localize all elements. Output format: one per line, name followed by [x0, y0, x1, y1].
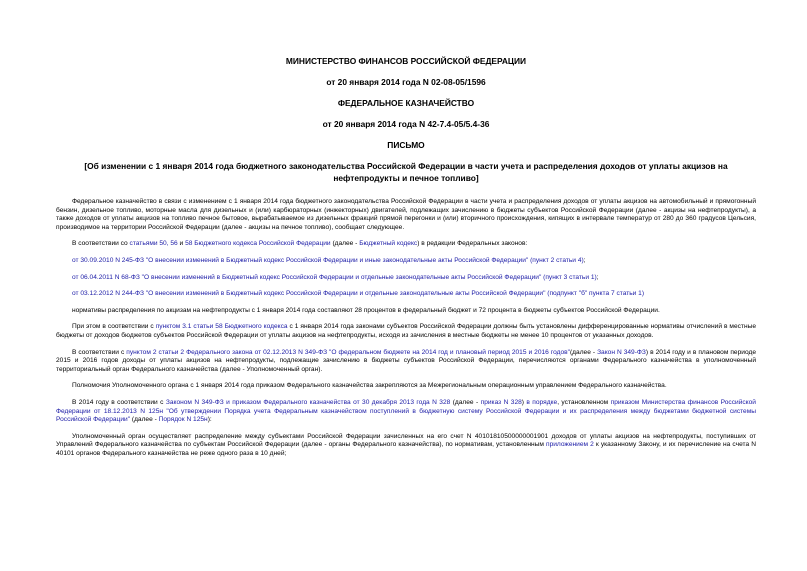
text: (далее -: [450, 398, 481, 406]
text: ;: [583, 256, 586, 264]
paragraph-3: [56, 257, 756, 266]
paragraph-6: нормативы распределения по акцизам на нефтепродукты с 1 января 2014 года составляют 28 процентов в федеральный бюджет и 72 процента в бюджеты субъектов Российской Федерации.: [72, 306, 660, 314]
text: (далее -: [330, 240, 360, 248]
link-article-58[interactable]: 58 Бюджетного кодекса Российской Федерации: [185, 240, 331, 248]
text: ): [521, 398, 527, 406]
link-budget-code[interactable]: Бюджетный кодекс: [359, 240, 418, 248]
paragraph-9: Полномочия Уполномоченного органа с 1 января 2014 года приказом Федерального казначейства закрепляются за Межрегиональным операционным управлением Федерального казначейства.: [72, 382, 667, 390]
document-page: [56, 56, 756, 466]
link-law-349[interactable]: Закон N 349-ФЗ: [597, 348, 646, 356]
text: ) в 2014 году и в плановом периоде 2015 и 2016 годов доходы от уплаты акцизов на нефтепродукты, подлежащие зачислению в бюджеты субъектов Российской Федерации, перечисляются органами Федерального казначейства в уполномоченный территориальный орган Федерального казначейства (далее - Уполномоченный орган).: [56, 348, 756, 373]
link-law-349-point-2[interactable]: пунктом 2 статьи 2 Федерального закона от 02.12.2013 N 349-ФЗ "О федеральном бюджете на 2014 год и плановый период 2015 и 2016 годов": [126, 348, 570, 356]
link-order-125n-full[interactable]: приказом Министерства финансов Российской Федерации от 18.12.2013 N 125н "Об утверждении Порядка учета Федеральным казначейством поступлений в бюджетную систему Российской Федерации и их распределения между бюджетами бюджетной системы Российской Федерации": [56, 398, 756, 424]
link-order-328[interactable]: приказ N 328: [480, 398, 522, 406]
link-law-244[interactable]: от 03.12.2012 N 244-ФЗ "О внесении изменений в Бюджетный кодекс Российской Федерации и отдельные законодательные акты Российской Федерации" (подпункт "б" пункта 7 статьи 1): [72, 290, 645, 298]
document-type: ПИСЬМО: [387, 140, 425, 150]
paragraph-1: Федеральное казначейство в связи с изменением с 1 января 2014 года бюджетного законодательства Российской Федерации в части учета и распределения доходов от уплаты акцизов на автомобильный и прямогонный бензин, дизельное топливо, моторные масла для дизельных и (или) карбюраторных (инжекторных) двигателей, подлежащих зачислению в бюджеты субъектов Российской Федерации (далее - акцизы на нефтепродукты), а также доходов от уплаты акцизов на топливо печное бытовое, вырабатываемое из дизельных фракций прямой перегонки и (или) вторичного происхождения, кипящих в интервале температур от 280 до 360 градусов Цельсия, производимое на территории Российской Федерации (далее - акцизы на печное топливо), сообщает следующее.: [56, 198, 756, 231]
document-body: [56, 198, 756, 458]
paragraph-8: [56, 349, 756, 375]
text: и: [177, 240, 186, 248]
link-articles-50-56[interactable]: статьями 50, 56: [129, 240, 178, 248]
paragraph-5: [56, 290, 756, 299]
text: (далее -: [130, 416, 159, 424]
paragraph-4: [56, 274, 756, 283]
text: В соответствии с: [72, 348, 127, 356]
link-procedure[interactable]: в порядке: [526, 398, 558, 406]
letter-date-2: от 20 января 2014 года N 42-7.4-05/5.4-36: [322, 119, 490, 129]
text: ) в редакции Федеральных законов:: [417, 240, 528, 248]
link-law-245[interactable]: от 30.09.2010 N 245-ФЗ "О внесении изменений в Бюджетный кодекс Российской Федерации и иные законодательные акты Российской Федерации" (пункт 2 статьи 4): [72, 256, 584, 264]
text: к указанному Закону, и их перечисление на счета N 40101 органов Федерального казначейства не реже одного раза в 10 дней;: [56, 441, 756, 457]
treasury-heading: ФЕДЕРАЛЬНОЕ КАЗНАЧЕЙСТВО: [337, 98, 475, 108]
text: При этом в соответствии с: [72, 323, 156, 331]
text: В соответствии со: [72, 240, 130, 248]
text: Уполномоченный орган осуществляет распределение между субъектами Российской Федерации зачисленных на его счет N 40101810500000001901 доходов от уплаты акцизов на нефтепродукты, поступивших от Управлений Федерального казначейства по субъектам Российской Федерации (далее - органы Федерального казначейства), по нормативам, установленным: [56, 432, 756, 449]
text: ):: [207, 416, 212, 424]
link-point-3-1-article-58[interactable]: пунктом 3.1 статьи 58 Бюджетного кодекса: [155, 323, 288, 331]
letter-date-1: от 20 января 2014 года N 02-08-05/1596: [326, 77, 486, 87]
link-appendix-2[interactable]: приложением 2: [546, 441, 594, 449]
paragraph-10: [56, 399, 756, 425]
text: ;: [596, 273, 599, 281]
paragraph-11: [56, 433, 756, 459]
text: , установленном: [557, 398, 611, 406]
link-procedure-125n[interactable]: Порядок N 125н: [158, 416, 208, 424]
paragraph-2: [56, 240, 756, 249]
link-law-68[interactable]: от 06.04.2011 N 68-ФЗ "О внесении изменений в Бюджетный кодекс Российской Федерации и отдельные законодательные акты Российской Федерации" (пункт 3 статьи 1): [72, 273, 597, 281]
document-subject: [Об изменении с 1 января 2014 года бюджетного законодательства Российской Федерации в части учета и распределения доходов от уплаты акцизов на нефтепродукты и печное топливо]: [84, 161, 728, 183]
link-law-349-order-328[interactable]: Законом N 349-ФЗ и приказом Федерального казначейства от 30 декабря 2013 года N 328: [165, 398, 451, 406]
ministry-heading: МИНИСТЕРСТВО ФИНАНСОВ РОССИЙСКОЙ ФЕДЕРАЦИИ: [285, 56, 527, 66]
text: (далее -: [569, 348, 598, 356]
paragraph-7: [56, 323, 756, 340]
text: с 1 января 2014 года законами субъектов Российской Федерации должны быть установлены дифференцированные нормативы отчислений в местные бюджеты от доходов бюджетов субъектов Российской Федерации от уплаты акцизов на нефтепродукты, исходя из зачисления в местные бюджеты не менее 10 процентов от указанных доходов.: [56, 323, 757, 339]
text: В 2014 году в соответствии с: [72, 398, 166, 406]
